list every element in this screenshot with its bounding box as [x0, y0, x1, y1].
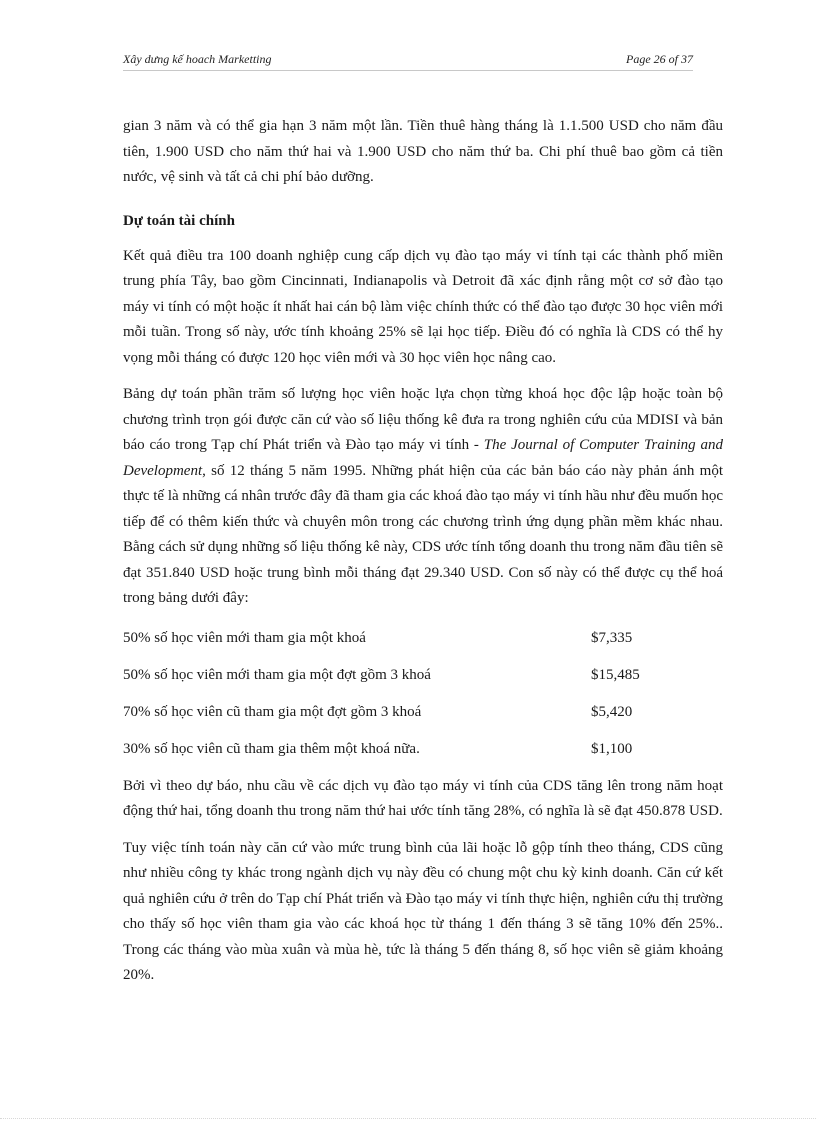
- page-bottom-border: [0, 1118, 816, 1119]
- journal-title: The Journal of Computer Training and Development: [123, 437, 723, 479]
- row-amount: $5,420: [591, 703, 633, 720]
- revenue-table: [123, 626, 723, 762]
- page-header: [123, 52, 693, 72]
- row-label: 30% số học viên cũ tham gia thêm một khoá nữa.: [123, 740, 420, 757]
- row-label: 50% số học viên mới tham gia một đợt gồm 3 khoá: [123, 666, 431, 683]
- page-body: [123, 114, 723, 1000]
- row-label: 70% số học viên cũ tham gia một đợt gồm 3 khoá: [123, 703, 422, 720]
- row-amount: $1,100: [591, 740, 633, 757]
- row-amount: $7,335: [591, 629, 633, 646]
- paragraph-survey: Kết quả điều tra 100 doanh nghiệp cung cấp dịch vụ đào tạo máy vi tính tại các thành phố miền trung phía Tây, bao gồm Cincinnati, Indianapolis và Detroit đã xác định rằng một cơ sở đào tạo máy vi tính có một hoặc ít nhất hai cán bộ làm việc chính thức có thể đào tạo được 30 học viên mới mỗi tuần. Trong số này, ước tính khoảng 25% sẽ lại học tiếp. Điều đó có nghĩa là CDS có thể hy vọng mỗi tháng có được 120 học viên mới và 30 học viên học nâng cao.: [123, 247, 723, 366]
- paragraph-estimate-part1: Bảng dự toán phần trăm số lượng học viên hoặc lựa chọn từng khoá học độc lập hoặc toàn bộ chương trình trọn gói được căn cứ vào số liệu thống kê đưa ra trong nghiên cứu của MDISI và bản báo cáo trong Tạp chí Phát triển và Đào tạo máy vi tính -: [123, 386, 723, 453]
- header-divider: [123, 70, 693, 71]
- paragraph-continuation: gian 3 năm và có thể gia hạn 3 năm một lần. Tiền thuê hàng tháng là 1.1.500 USD cho năm đầu tiên, 1.900 USD cho năm thứ hai và 1.900 USD cho năm thứ ba. Chi phí thuê bao gồm cả tiền nước, vệ sinh và tất cả chi phí bảo dưỡng.: [123, 118, 723, 185]
- paragraph-estimate: [123, 382, 723, 612]
- document-title: Xây dưng kế hoach Marketting: [123, 52, 272, 66]
- table-row: [123, 663, 663, 688]
- row-amount: $15,485: [591, 666, 640, 683]
- paragraph-seasonality: Tuy việc tính toán này căn cứ vào mức trung bình của lãi hoặc lỗ gộp tính theo tháng, CDS cũng như nhiều công ty khác trong ngành dịch vụ này đều có chung một chu kỳ kinh doanh. Căn cứ kết quả nghiên cứu ở trên do Tạp chí Phát triển và Đào tạo máy vi tính thực hiện, nghiên cứu thị trường cho thấy số học viên tham gia vào các khoá học từ tháng 1 đến tháng 3 sẽ tăng 10% đến 25%.. Trong các tháng vào mùa xuân và mùa hè, tức là tháng 5 đến tháng 8, số học viên sẽ giảm khoảng 20%.: [123, 839, 723, 983]
- section-heading: Dự toán tài chính: [123, 212, 235, 229]
- table-row: [123, 700, 663, 725]
- paragraph-second-year: Bởi vì theo dự báo, nhu cầu về các dịch vụ đào tạo máy vi tính của CDS tăng lên trong năm hoạt động thứ hai, tổng doanh thu trong năm thứ hai ước tính tăng 28%, có nghĩa là sẽ đạt 450.878 USD.: [123, 777, 723, 819]
- table-row: [123, 737, 663, 762]
- table-row: [123, 626, 663, 651]
- paragraph-estimate-part2: , số 12 tháng 5 năm 1995. Những phát hiện của các bản báo cáo này phản ánh một thực tế là những cá nhân trước đây đã tham gia các khoá đào tạo máy vi tính hầu như đều muốn học tiếp để có thêm kiến thức và chuyên môn trong các chương trình ứng dụng phần mềm khác nhau. Bằng cách sử dụng những số liệu thống kê này, CDS ước tính tổng doanh thu trong năm đầu tiên sẽ đạt 351.840 USD hoặc trung bình mỗi tháng đạt 29.340 USD. Con số này có thể được cụ thể hoá trong bảng dưới đây:: [123, 462, 723, 606]
- page-number: Page 26 of 37: [626, 52, 693, 66]
- row-label: 50% số học viên mới tham gia một khoá: [123, 629, 366, 646]
